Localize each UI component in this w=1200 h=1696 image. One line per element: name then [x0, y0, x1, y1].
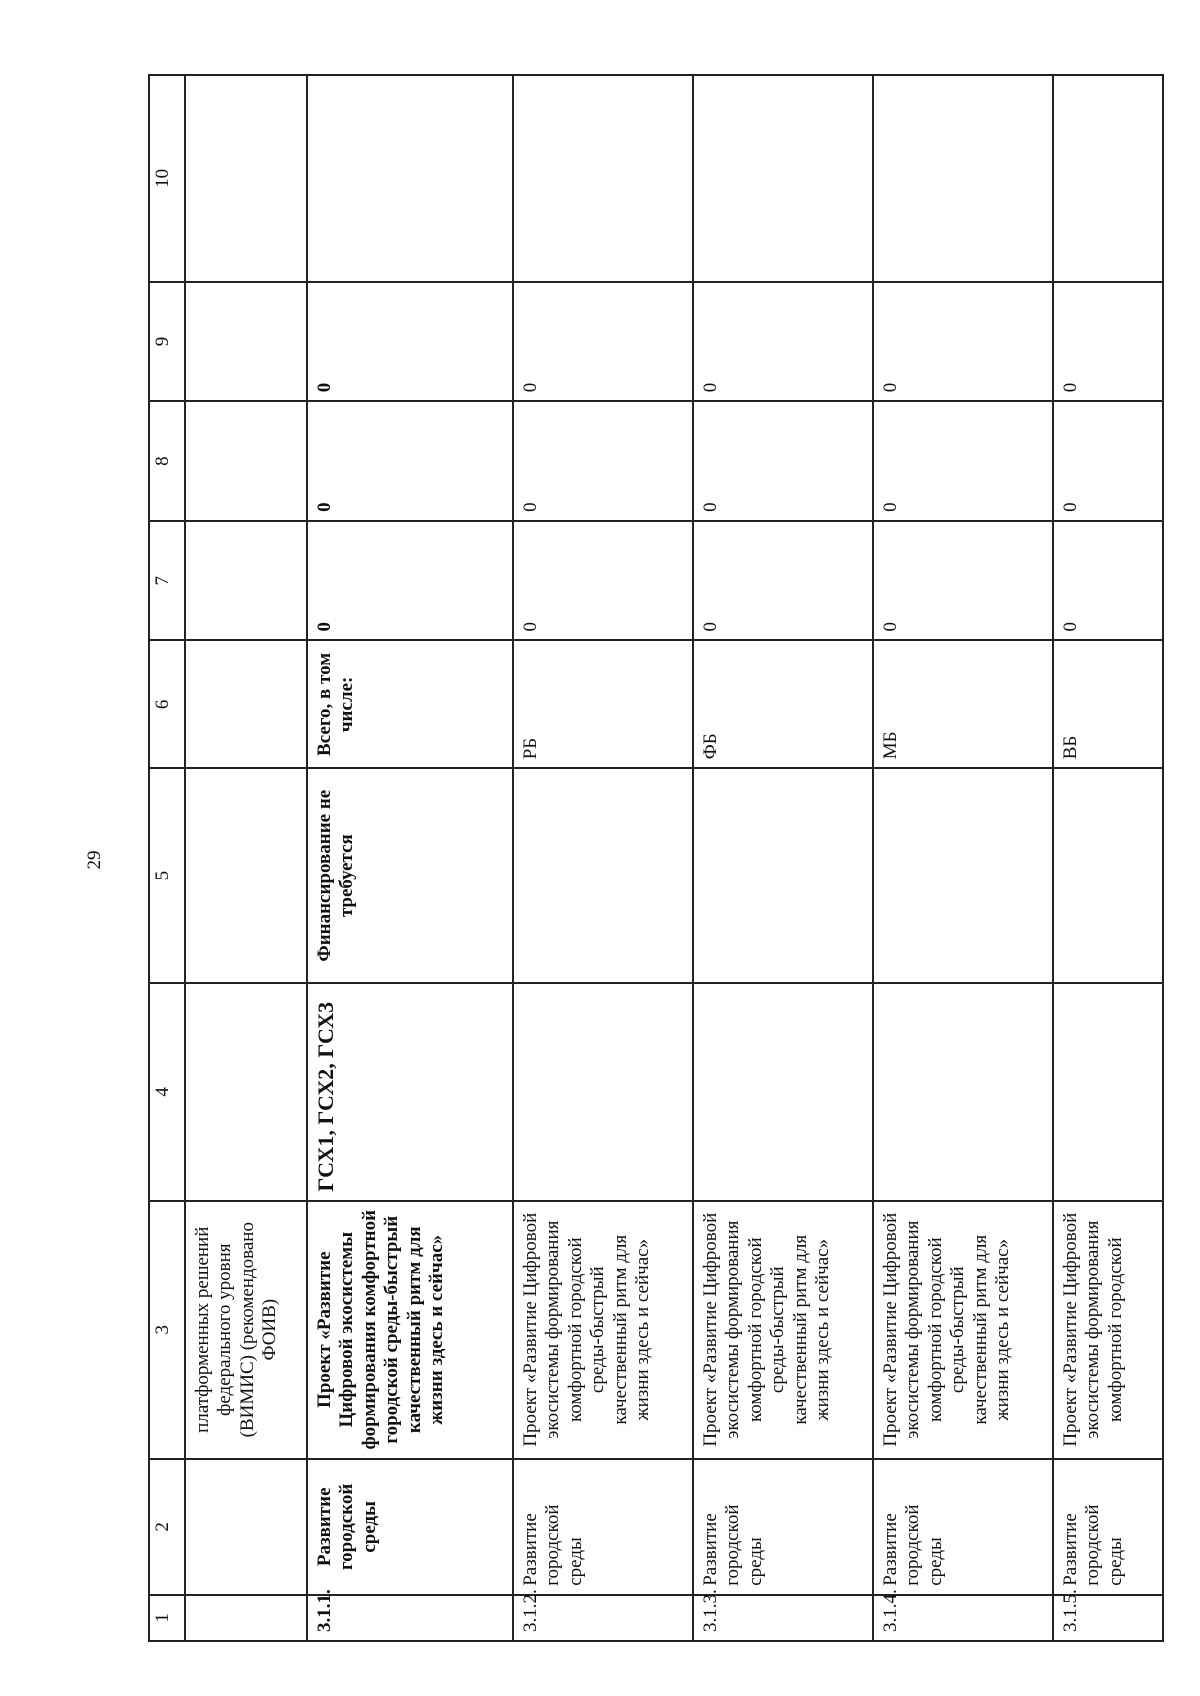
financing-cell — [873, 768, 1053, 983]
header-cell-5: 5 — [149, 768, 185, 983]
col9-cell: 0 — [1053, 282, 1163, 402]
col9-cell — [185, 282, 307, 402]
table-row — [185, 75, 307, 1641]
row-number-cell: 3.1.2. — [513, 1595, 693, 1641]
row-number-cell: 3.1.3. — [693, 1595, 873, 1641]
header-row — [149, 75, 185, 1641]
source-cell: МБ — [873, 641, 1053, 769]
header-cell-4: 4 — [149, 983, 185, 1201]
project-cell: Проект «Развитие Цифровой экосистемы формирования комфортной городской среды-быстрый качественный ритм для жизни здесь и сейчас» — [307, 1201, 513, 1459]
row-number-cell: 3.1.5. — [1053, 1595, 1163, 1641]
col7-cell: 0 — [513, 521, 693, 641]
col7-cell: 0 — [873, 521, 1053, 641]
program-table — [148, 74, 1164, 1642]
col7-cell: 0 — [307, 521, 513, 641]
code-cell — [513, 983, 693, 1201]
col8-cell: 0 — [873, 401, 1053, 521]
col7-cell — [185, 521, 307, 641]
col7-cell: 0 — [693, 521, 873, 641]
financing-cell — [513, 768, 693, 983]
header-cell-7: 7 — [149, 521, 185, 641]
row-number-cell: 3.1.1. — [307, 1595, 513, 1641]
area-cell: Развитие городской среды — [873, 1459, 1053, 1595]
col9-cell: 0 — [513, 282, 693, 402]
source-cell: ФБ — [693, 641, 873, 769]
financing-cell — [1053, 768, 1163, 983]
financing-cell — [693, 768, 873, 983]
col8-cell: 0 — [307, 401, 513, 521]
col8-cell: 0 — [693, 401, 873, 521]
col8-cell: 0 — [513, 401, 693, 521]
table-row — [1053, 75, 1163, 1641]
page-number-text: 29 — [84, 850, 105, 870]
area-cell: Развитие городской среды — [693, 1459, 873, 1595]
col7-cell: 0 — [1053, 521, 1163, 641]
header-cell-6: 6 — [149, 641, 185, 769]
table-row — [693, 75, 873, 1641]
source-cell: ВБ — [1053, 641, 1163, 769]
financing-cell — [185, 768, 307, 983]
table-row — [307, 75, 513, 1641]
project-cell: Проект «Развитие Цифровой экосистемы формирования комфортной городской среды-быстрый качественный ритм для жизни здесь и сейчас» — [513, 1201, 693, 1459]
header-cell-10: 10 — [149, 75, 185, 282]
col8-cell — [185, 401, 307, 521]
col9-cell: 0 — [693, 282, 873, 402]
header-cell-1: 1 — [149, 1595, 185, 1641]
col9-cell: 0 — [307, 282, 513, 402]
project-cell: Проект «Развитие Цифровой экосистемы формирования комфортной городской среды-быстрый качественный ритм для жизни здесь и сейчас» — [873, 1201, 1053, 1459]
source-cell: Всего, в том числе: — [307, 641, 513, 769]
row-number-cell — [185, 1595, 307, 1641]
financing-cell: Финансирование не требуется — [307, 768, 513, 983]
area-cell: Развитие городской среды — [1053, 1459, 1163, 1595]
source-cell — [185, 641, 307, 769]
area-cell: Развитие городской среды — [307, 1459, 513, 1595]
row-number-cell: 3.1.4. — [873, 1595, 1053, 1641]
area-cell: Развитие городской среды — [513, 1459, 693, 1595]
col10-cell — [307, 75, 513, 282]
table-row — [873, 75, 1053, 1641]
project-cell: Проект «Развитие Цифровой экосистемы формирования комфортной городской среды-быстрый качественный ритм для жизни здесь и сейчас» — [693, 1201, 873, 1459]
code-cell — [1053, 983, 1163, 1201]
header-cell-2: 2 — [149, 1459, 185, 1595]
header-cell-3: 3 — [149, 1201, 185, 1459]
table-row — [513, 75, 693, 1641]
source-cell: РБ — [513, 641, 693, 769]
code-cell — [693, 983, 873, 1201]
code-cell — [185, 983, 307, 1201]
header-cell-8: 8 — [149, 401, 185, 521]
code-cell: ГСХ1, ГСХ2, ГСХ3 — [307, 983, 513, 1201]
program-table-wrapper — [148, 74, 1150, 1642]
code-cell — [873, 983, 1053, 1201]
project-cell: платформенных решений федерального уровня (ВИМИС) (рекомендовано ФОИВ) — [185, 1201, 307, 1459]
col10-cell — [693, 75, 873, 282]
col9-cell: 0 — [873, 282, 1053, 402]
col8-cell: 0 — [1053, 401, 1163, 521]
header-cell-9: 9 — [149, 282, 185, 402]
project-cell: Проект «Развитие Цифровой экосистемы формирования комфортной городской — [1053, 1201, 1163, 1459]
col10-cell — [185, 75, 307, 282]
col10-cell — [873, 75, 1053, 282]
area-cell — [185, 1459, 307, 1595]
col10-cell — [513, 75, 693, 282]
col10-cell — [1053, 75, 1163, 282]
